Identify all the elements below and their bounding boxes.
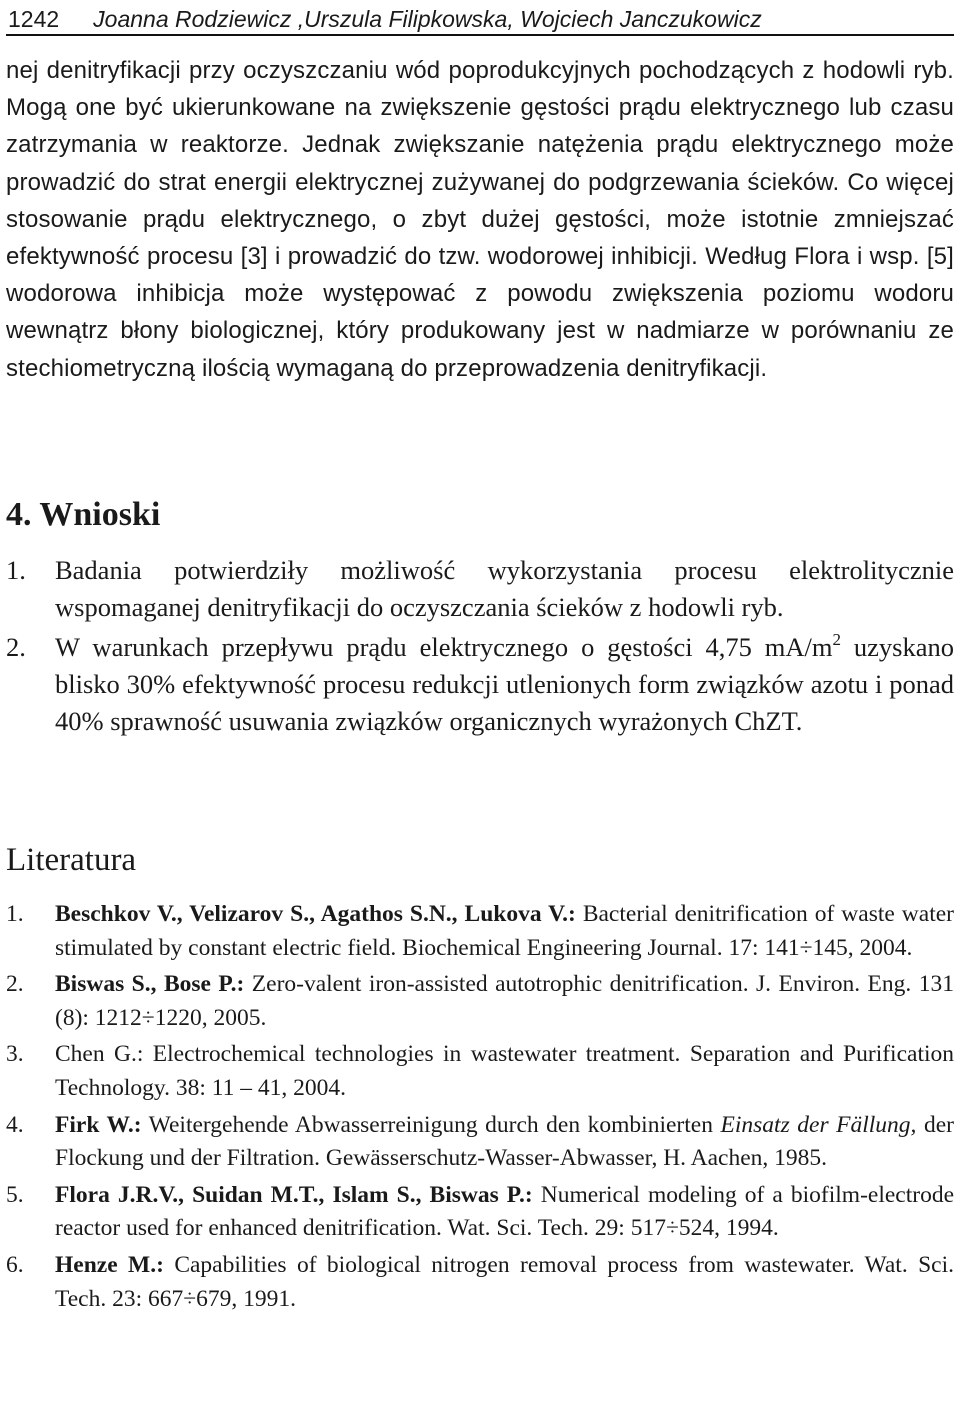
reference-authors: Flora J.R.V., Suidan M.T., Islam S., Biswas P.: (55, 1181, 533, 1208)
conclusion-item (6, 552, 954, 626)
running-header-authors: Joanna Rodziewicz ,Urszula Filipkowska, Wojciech Janczukowicz (93, 6, 762, 32)
literature-heading: Literatura (6, 842, 137, 878)
reference-item (6, 1038, 954, 1105)
reference-item (6, 968, 954, 1035)
reference-item (6, 1179, 954, 1246)
reference-italic: Einsatz der Fällung, (720, 1111, 917, 1138)
running-header (6, 0, 954, 36)
reference-item (6, 1249, 954, 1316)
reference-item (6, 898, 954, 965)
reference-authors: Biswas S., Bose P.: (55, 971, 245, 998)
reference-number: 4. (6, 1111, 24, 1138)
conclusion-number: 2. (6, 632, 26, 662)
paragraph-text (6, 52, 954, 387)
conclusion-number: 1. (6, 555, 26, 585)
body-paragraph (6, 52, 954, 387)
reference-text: Bacterial denitrification of waste water stimulated by constant electric field. Biochemical Engineering Journal. 17: 141÷145, 2004. (55, 901, 954, 961)
reference-list (6, 898, 954, 1319)
reference-number: 6. (6, 1251, 24, 1278)
reference-authors: Henze M.: (55, 1251, 164, 1278)
reference-text: Capabilities of biological nitrogen removal process from wastewater. Wat. Sci. Tech. 23: 667÷679, 1991. (55, 1251, 954, 1312)
conclusion-text: Badania potwierdziły możliwość wykorzystania procesu elektrolitycznie wspomaganej denitryfikacji do oczyszczania ścieków z hodowli ryb. (55, 555, 954, 622)
conclusion-text-b: uzyskano blisko 30% efektywność procesu redukcji utlenionych form związków azotu i ponad 40% sprawność usuwania związków organicznych wyrażonych ChZT. (55, 632, 954, 736)
reference-text-a: Weitergehende Abwasserreinigung durch den kombinierten (141, 1111, 721, 1138)
paragraph-main: nej denitryfikacji przy oczyszczaniu wód poprodukcyjnych pochodzących z hodowli ryb. Mogą one być ukierunkowane na zwiększenie gęstości prądu elektrycznego lub czasu zatrzymania w reaktorze. Jednak zwiększanie natężenia prądu elektrycznego może prowadzić do strat energii elektrycznej zużywanej do podgrzewania ścieków. Co więcej stosowanie prądu elektrycznego, o zbyt dużej gęstości, może istotnie zmniejszać efektywność procesu [3] i prowadzić do tzw. wodorowej inhibicji. Według Flora i wsp. (6, 57, 954, 271)
reference-authors: Beschkov V., Velizarov S., Agathos S.N., Lukova V.: (55, 901, 576, 927)
reference-number: 1. (6, 901, 24, 927)
conclusions-list (6, 552, 954, 743)
reference-text: Numerical modeling of a biofilm-electrode reactor used for enhanced denitrification. Wat. Sci. Tech. 29: 517÷524, 1994. (55, 1181, 954, 1242)
reference-text-b: der Flockung und der Filtration. Gewässerschutz-Wasser-Abwasser, H. Aachen, 1985. (55, 1111, 954, 1172)
reference-authors: Firk W.: (55, 1111, 142, 1138)
reference-authors: Chen G.: (55, 1041, 144, 1068)
reference-text: Electrochemical technologies in wastewater treatment. Separation and Purification Technology. 38: 11 – 41, 2004. (55, 1041, 954, 1101)
reference-number: 2. (6, 971, 24, 998)
paragraph-tail: [5] wodorowa inhibicja może występować z powodu zwiększenia poziomu wodoru wewnątrz błony biologicznej, który produkowany jest w nadmiarze w porównaniu ze stechiometryczną ilością wymaganą do przeprowadzenia denitryfikacji. (6, 243, 954, 382)
conclusions-heading: 4. Wnioski (6, 496, 161, 533)
reference-number: 5. (6, 1181, 24, 1208)
reference-item (6, 1109, 954, 1176)
page-number: 1242 (8, 6, 60, 32)
conclusion-item (6, 629, 954, 740)
reference-number: 3. (6, 1041, 24, 1068)
conclusion-text-a: W warunkach przepływu prądu elektrycznego o gęstości 4,75 mA/m (55, 632, 833, 662)
reference-text: Zero-valent iron-assisted autotrophic denitrification. J. Environ. Eng. 131 (8): 1212÷1220, 2005. (55, 971, 955, 1031)
superscript: 2 (832, 630, 841, 649)
